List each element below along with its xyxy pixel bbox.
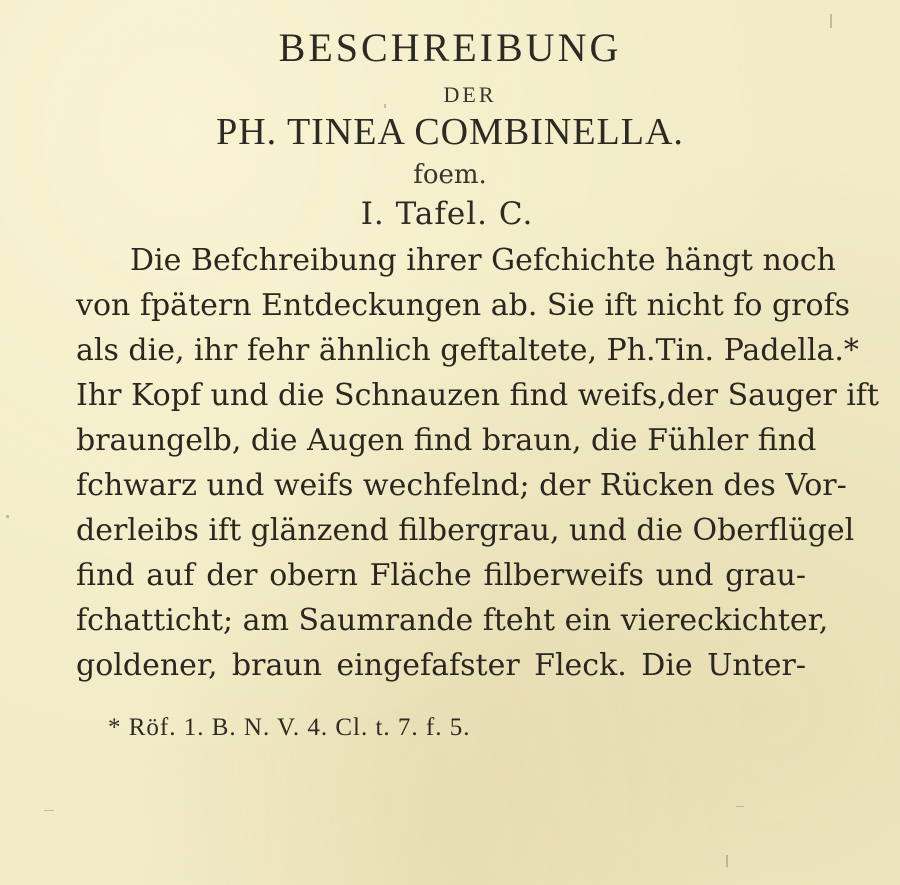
paper-speck [384, 104, 386, 108]
body-line: Die Befchreibung ihrer Gefchichte hängt noch [130, 243, 836, 278]
body-line: Ihr Kopf und die Schnauzen find weifs,der Sauger ift [76, 378, 879, 413]
plate-reference: I. Tafel. C. [360, 196, 534, 232]
species-name: PH. TINEA COMBINELLA. [216, 111, 684, 153]
paper-speck [736, 806, 744, 807]
body-line: find auf der obern Fläche filberweifs und grau- [76, 558, 806, 593]
page-title: BESCHREIBUNG [278, 25, 622, 70]
body-line: derleibs ift glänzend filbergrau, und die Oberflügel [76, 513, 855, 548]
body-line: braungelb, die Augen find braun, die Fühler find [76, 423, 817, 458]
body-line: goldener, braun eingefafster Fleck. Die Unter- [76, 648, 806, 683]
body-line: fchatticht; am Saumrande fteht ein viereckichter, [76, 603, 829, 638]
paper-speck [830, 14, 832, 28]
body-line: von fpätern Entdeckungen ab. Sie ift nicht fo grofs [76, 288, 851, 323]
footnote: * Röf. 1. B. N. V. 4. Cl. t. 7. f. 5. [108, 714, 471, 741]
sex-label: foem. [413, 160, 487, 190]
title-der: DER [443, 82, 497, 107]
paper-speck [44, 810, 54, 811]
body-line: als die, ihr fehr ähnlich geftaltete, Ph.Tin. Padella.* [76, 333, 859, 368]
body-text [76, 238, 879, 688]
body-line: fchwarz und weifs wechfelnd; der Rücken des Vor- [76, 468, 847, 503]
paper-speck [6, 515, 9, 518]
paper-speck [726, 855, 728, 867]
paper-speck [835, 530, 838, 533]
